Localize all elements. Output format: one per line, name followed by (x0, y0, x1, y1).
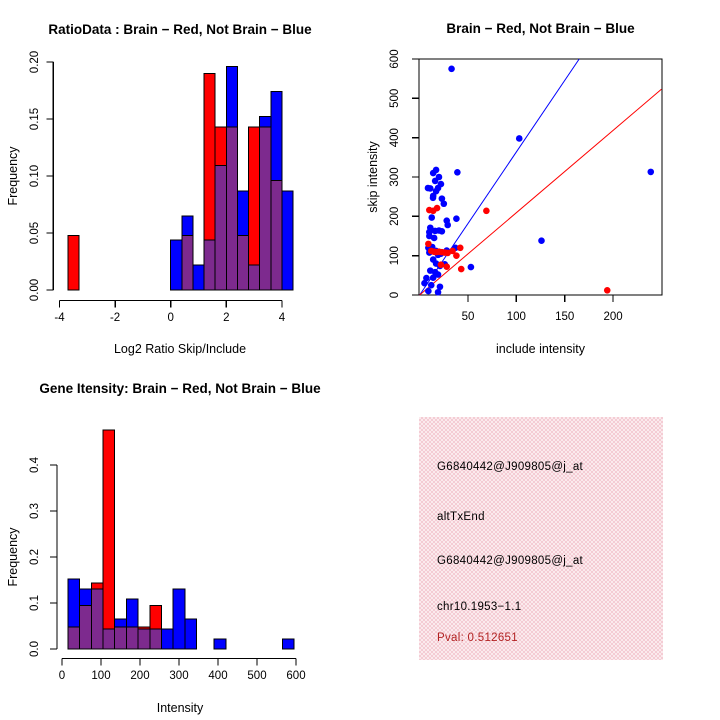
hist-bar-blue (237, 191, 248, 235)
hist-bar-blue (260, 117, 271, 127)
x-tick-label: 0 (167, 312, 174, 324)
y-tick-label: 200 (389, 206, 401, 226)
hist-bar-blue (68, 579, 80, 627)
scatter-point-blue (516, 135, 523, 142)
scatter-point-blue (441, 200, 448, 207)
hist-bar-overlap (115, 627, 127, 649)
hist-bar-overlap (249, 265, 260, 290)
x-tick-label: 300 (169, 670, 189, 682)
plot-box (419, 59, 662, 295)
x-tick-label: 400 (208, 670, 228, 682)
hist-bar-overlap (182, 235, 193, 290)
x-tick-label: 0 (58, 670, 66, 682)
y-tick-label: 0.20 (29, 50, 41, 74)
scatter-point-blue (433, 167, 440, 174)
x-tick-label: 50 (461, 311, 475, 323)
x-tick-label: 500 (247, 670, 267, 682)
y-tick-label: 100 (389, 246, 401, 266)
scatter-point-blue (430, 274, 437, 281)
y-axis-label: skip intensity (366, 141, 380, 213)
hist-bar-red (138, 627, 150, 629)
x-tick-label: 2 (223, 312, 230, 324)
scatter-point-blue (468, 264, 475, 271)
hist-bar-overlap (138, 629, 150, 649)
hist-bar-overlap (126, 627, 138, 649)
gene-info-box (419, 417, 663, 660)
red-fit-line (420, 89, 662, 295)
hist-bar-blue (173, 589, 185, 649)
probe-id-bottom: G6840442@J909805@j_at (437, 555, 584, 567)
hist-bar-overlap (150, 629, 162, 649)
scatter-point-blue (432, 178, 439, 185)
hist-bar-overlap (91, 589, 103, 649)
y-tick-label: 400 (389, 128, 401, 148)
x-tick-label: 4 (278, 312, 286, 324)
scatter-point-blue (538, 237, 545, 244)
hist-bar-red (204, 73, 215, 239)
panel-gene-info (360, 360, 720, 720)
hist-bar-blue (193, 265, 204, 290)
probe-id-top: G6840442@J909805@j_at (437, 461, 584, 473)
scatter-point-red (453, 252, 460, 259)
hist-bar-red (150, 605, 162, 629)
scatter-point-blue (453, 215, 460, 222)
x-tick-label: 200 (603, 311, 623, 323)
hist-bar-red (91, 583, 103, 589)
chart-title: Gene Itensity: Brain − Red, Not Brain − Blue (39, 381, 321, 396)
hist-bar-blue (80, 589, 92, 605)
hist-bar-overlap (103, 629, 115, 649)
scatter-point-red (483, 208, 490, 215)
y-tick-label: 500 (389, 88, 401, 108)
y-tick-label: 0.2 (29, 549, 41, 565)
y-axis-label: Frequency (6, 527, 20, 587)
y-tick-label: 0.4 (29, 457, 41, 473)
scatter-point-red (457, 245, 464, 252)
hist-bar-blue (226, 67, 237, 127)
chart-title: RatioData : Brain − Red, Not Brain − Blue (48, 22, 312, 37)
hist-bar-overlap (237, 235, 248, 290)
scatter-point-red (604, 287, 611, 294)
hist-bar-blue (126, 599, 138, 627)
scatter-point-blue (421, 280, 428, 287)
hist-bar-overlap (260, 127, 271, 290)
hist-bar-red (103, 430, 115, 629)
hist-bar-blue (271, 92, 282, 181)
x-axis-label: Log2 Ratio Skip/Include (113, 342, 247, 356)
hist-bar-overlap (215, 166, 226, 290)
hist-bar-red (215, 127, 226, 166)
hist-bar-overlap (204, 240, 215, 290)
y-tick-label: 300 (389, 167, 401, 187)
scatter-point-blue (425, 185, 432, 192)
hist-bar-overlap (271, 181, 282, 290)
hist-bar-overlap (68, 627, 80, 649)
ratio-histogram-chart (0, 0, 360, 360)
scatter-point-blue (428, 282, 435, 289)
scatter-point-blue (435, 289, 442, 296)
scatter-point-red (438, 261, 445, 268)
chart-title: Brain − Red, Not Brain − Blue (446, 21, 635, 36)
scatter-point-blue (428, 214, 435, 221)
y-tick-label: 600 (389, 49, 401, 69)
x-axis-label: include intensity (496, 342, 585, 356)
scatter-point-red (425, 241, 432, 248)
scatter-point-blue (439, 228, 446, 235)
hist-bar-blue (161, 629, 173, 649)
hist-bar-blue (214, 639, 226, 649)
scatter-point-blue (647, 169, 654, 176)
hist-bar-red (68, 235, 79, 290)
y-axis-label: Frequency (6, 146, 20, 206)
x-tick-label: 100 (506, 311, 526, 323)
y-tick-label: 0.10 (29, 164, 41, 188)
scatter-point-blue (454, 169, 461, 176)
y-tick-label: 0.3 (29, 503, 41, 519)
scatter-point-red (458, 266, 465, 273)
y-tick-label: 0.00 (29, 278, 41, 302)
panel-ratio-histogram (0, 0, 360, 360)
chromosome-location: chr10.1953−1.1 (437, 601, 522, 613)
hist-bar-blue (182, 216, 193, 235)
scatter-point-red (434, 205, 441, 212)
scatter-point-blue (448, 66, 455, 73)
x-tick-label: 100 (91, 670, 111, 682)
panel-intensity-scatter (360, 0, 720, 360)
scatter-point-blue (430, 195, 437, 202)
x-tick-label: 200 (130, 670, 150, 682)
hist-bar-blue (185, 619, 197, 649)
hist-bar-blue (115, 619, 127, 627)
splice-type: altTxEnd (437, 511, 485, 523)
y-tick-label: 0.15 (29, 107, 41, 131)
hist-bar-overlap (226, 127, 237, 290)
y-tick-label: 0.0 (29, 641, 41, 657)
scatter-point-blue (444, 222, 451, 229)
scatter-point-red (443, 263, 450, 270)
intensity-scatter-chart (360, 0, 720, 360)
pval-text: Pval: 0.512651 (437, 632, 518, 644)
x-tick-label: 600 (286, 670, 306, 682)
x-axis-label: Intensity (156, 701, 204, 715)
hist-bar-blue (282, 191, 293, 290)
x-tick-label: 150 (555, 311, 575, 323)
hist-bar-red (249, 127, 260, 265)
y-tick-label: 0.05 (29, 221, 41, 245)
y-tick-label: 0 (389, 291, 401, 299)
panel-gene-intensity-histogram (0, 360, 360, 720)
x-tick-label: -2 (109, 312, 121, 324)
hist-bar-overlap (80, 605, 92, 649)
y-tick-label: 0.1 (29, 595, 41, 611)
blue-fit-line (420, 59, 580, 295)
hist-bar-blue (171, 240, 182, 290)
hist-bar-blue (282, 639, 294, 649)
gene-intensity-histogram-chart (0, 360, 360, 720)
x-tick-label: -4 (54, 312, 65, 324)
scatter-point-blue (425, 288, 432, 295)
scatter-point-blue (431, 235, 438, 242)
